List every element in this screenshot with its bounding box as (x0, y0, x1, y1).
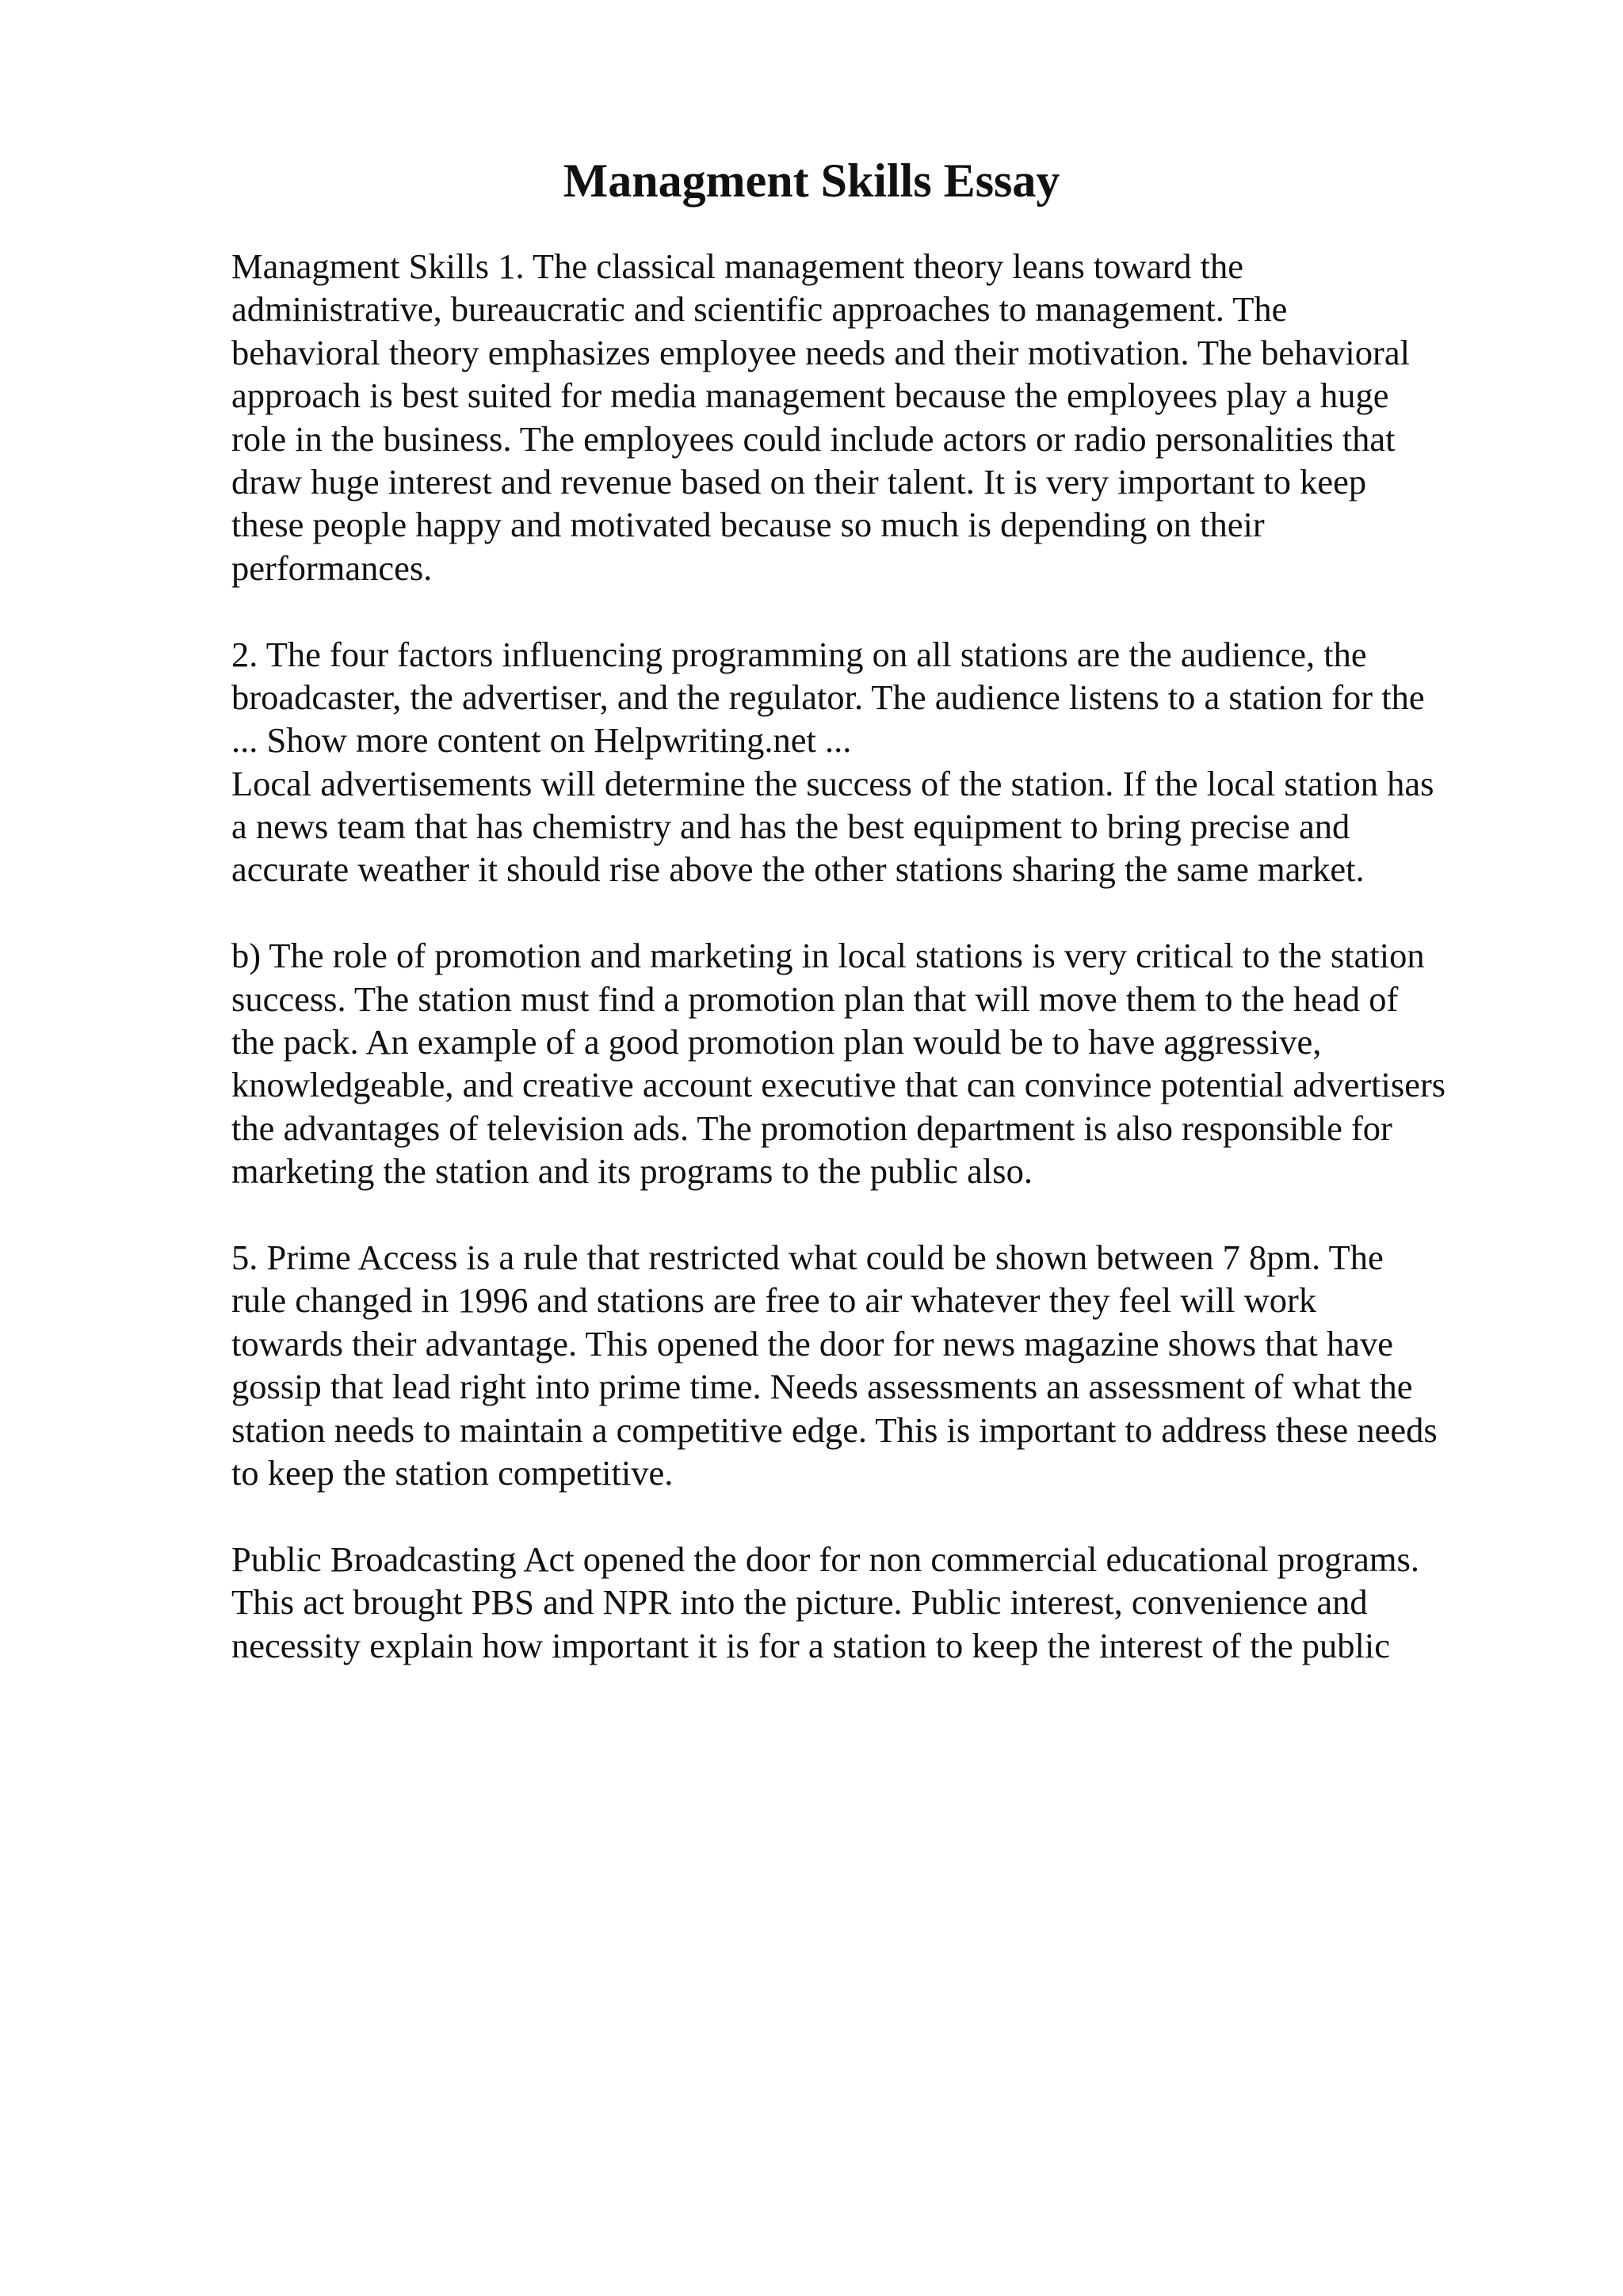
document-body (231, 245, 1563, 1667)
paragraph-gap (231, 1193, 1563, 1236)
text-line: 5. Prime Access is a rule that restricted what could be shown between 7 8pm. The (231, 1237, 1384, 1277)
text-line: b) The role of promotion and marketing in local stations is very critical to the station (231, 936, 1425, 976)
document-title: Managment Skills Essay (563, 154, 1060, 207)
text-line: administrative, bureaucratic and scientific approaches to management. The (231, 289, 1288, 330)
text-line: these people happy and motivated because so much is depending on their (231, 505, 1265, 545)
text-line: performances. (231, 547, 433, 588)
paragraph-4 (231, 1236, 1563, 1494)
text-line: the advantages of television ads. The promotion department is also responsible for (231, 1108, 1392, 1148)
text-line: gossip that lead right into prime time. Needs assessments an assessment of what the (231, 1367, 1413, 1407)
text-line: behavioral theory emphasizes employee needs and their motivation. The behavioral (231, 332, 1410, 372)
text-line: success. The station must find a promotion plan that will move them to the head of (231, 978, 1399, 1019)
text-line: draw huge interest and revenue based on their talent. It is very important to keep (231, 461, 1367, 502)
text-line: station needs to maintain a competitive edge. This is important to address these needs (231, 1409, 1438, 1450)
text-line: 2. The four factors influencing programming on all stations are the audience, the (231, 634, 1367, 674)
paragraph-5 (231, 1538, 1563, 1667)
text-line: marketing the station and its programs to the public also. (231, 1151, 1033, 1192)
text-line: ... Show more content on Helpwriting.net ... (231, 720, 852, 761)
text-line: to keep the station competitive. (231, 1452, 674, 1493)
text-line: Managment Skills 1. The classical management theory leans toward the (231, 246, 1243, 286)
paragraph-gap (231, 589, 1563, 632)
text-line: towards their advantage. This opened the door for news magazine shows that have (231, 1323, 1394, 1363)
text-line: role in the business. The employees could include actors or radio personalities that (231, 418, 1396, 459)
paragraph-1 (231, 245, 1563, 589)
paragraph-gap (231, 891, 1563, 934)
text-line: knowledgeable, and creative account executive that can convince potential advertisers (231, 1065, 1446, 1105)
text-line: This act brought PBS and NPR into the picture. Public interest, convenience and (231, 1582, 1368, 1623)
text-line: approach is best suited for media management because the employees play a huge (231, 376, 1389, 416)
paragraph-gap (231, 1494, 1563, 1537)
text-line: necessity explain how important it is for a station to keep the interest of the public (231, 1625, 1390, 1665)
text-line: broadcaster, the advertiser, and the regulator. The audience listens to a station for the (231, 677, 1425, 717)
text-line: accurate weather it should rise above the other stations sharing the same market. (231, 849, 1365, 890)
text-line: Local advertisements will determine the success of the station. If the local station has (231, 763, 1434, 803)
paragraph-2 (231, 633, 1563, 891)
text-line: a news team that has chemistry and has the best equipment to bring precise and (231, 807, 1350, 847)
text-line: rule changed in 1996 and stations are free to air whatever they feel will work (231, 1280, 1317, 1321)
text-line: the pack. An example of a good promotion plan would be to have aggressive, (231, 1022, 1322, 1062)
paragraph-3 (231, 934, 1563, 1192)
text-line: Public Broadcasting Act opened the door for non commercial educational programs. (231, 1539, 1419, 1579)
